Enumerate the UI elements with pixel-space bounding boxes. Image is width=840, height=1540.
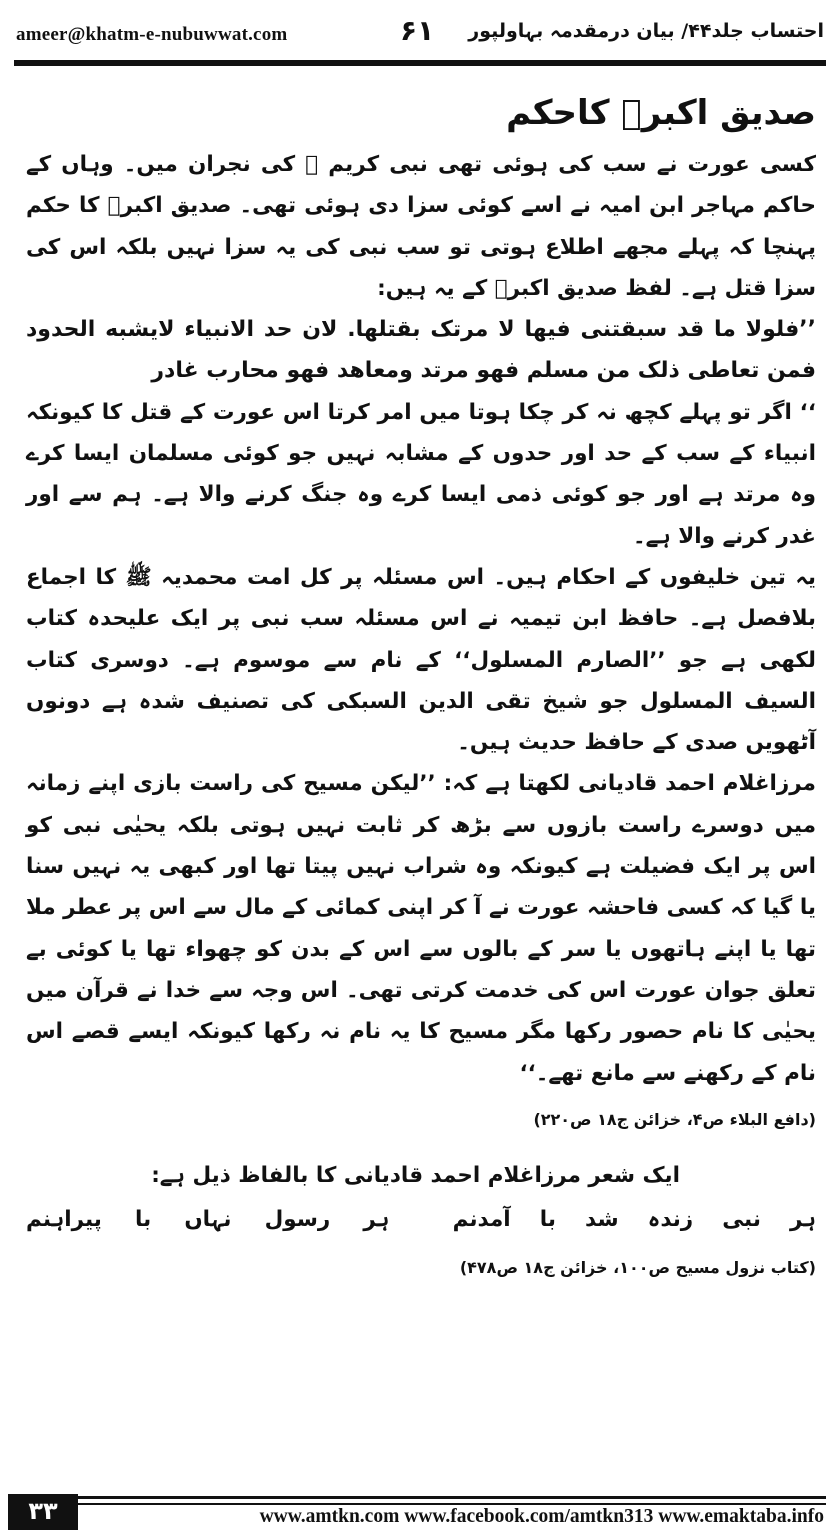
poem-intro: ایک شعر مرزاغلام احمد قادیانی کا بالفاظ ذیل ہے: <box>151 1162 680 1188</box>
paragraph-translation: ‘‘ اگر تو پہلے کچھ نہ کر چکا ہوتا میں امر کرتا اس عورت کے قتل کا کیونکہ انبیاء کے سب کے حد اور حدوں کے مشابہ نہیں جو کوئی مسلمان ایسا کرے وہ مرتد ہے اور جو کوئی ذمی ایسا کرے وہ جنگ کرنے والا ہے۔ ہم سے اور غدر کرنے والا ہے۔ <box>26 399 816 549</box>
poem-word: نبی <box>722 1206 761 1232</box>
poem-word: رسول <box>264 1206 331 1232</box>
footer-rule <box>78 1496 826 1499</box>
footer-rule-thin <box>78 1503 826 1505</box>
page-body <box>26 84 816 1288</box>
poem-word: ہر <box>790 1206 816 1232</box>
arabic-quotation: ’’فلولا ما قد سبقتنی فیھا لا مرتک بقتلھا. لان حد الانبیاء لایشبه الحدود فمن تعاطی ذلک من مسلم فھو مرتد ومعاھد فھو محارب غادر <box>26 317 816 384</box>
poem-word: پیراہنم <box>26 1206 102 1232</box>
poem-word: با <box>135 1206 152 1232</box>
poem-word: شد <box>585 1206 619 1232</box>
paragraph-2: یہ تین خلیفوں کے احکام ہیں۔ اس مسئلہ پر کل امت محمدیہ ﷺ کا اجماع بلافصل ہے۔ حافظ ابن تیمیہ نے اس مسئلہ سب نبی پر ایک علیحدہ کتاب لکھی ہے جو ’’الصارم المسلول‘‘ کے نام سے موسوم ہے۔ دوسری کتاب السیف المسلول جو شیخ تقی الدین السبکی کی تصنیف شدہ ہے دونوں آٹھویں صدی کے حافظ حدیث ہیں۔ <box>26 564 816 756</box>
footer-website-links: www.amtkn.com www.facebook.com/amtkn313 www.emaktaba.info <box>259 1506 824 1527</box>
poem-word: ہر <box>363 1206 390 1232</box>
poem-word: نہاں <box>184 1206 232 1232</box>
poem-second-hemistich <box>453 1198 816 1242</box>
page-footer <box>8 1494 826 1534</box>
section-heading: صدیق اکبرؓ کاحکم <box>506 93 816 133</box>
poem-word: آمدنم <box>452 1206 511 1232</box>
paragraph-3: مرزاغلام احمد قادیانی لکھتا ہے کہ: ’’لیکن مسیح کی راست بازی اپنے زمانہ میں دوسرے راست بازوں سے بڑھ کر ثابت نہیں ہوتی بلکہ یحیٰی نبی کو اس پر ایک فضیلت ہے کیونکہ وہ شراب نہیں پیتا تھا اور کبھی یہ نہیں سنا یا گیا کہ کسی فاحشہ عورت نے آ کر اپنی کمائی کے مال سے اس پر عطر ملا تھا یا اپنے ہاتھوں یا سر کے بالوں سے اس کے بدن کو چھواء تھا یا کوئی بے تعلق جوان عورت اس کی خدمت کرتی تھی۔ اس وجہ سے خدا نے قرآن میں یحیٰی کا نام حصور رکھا مگر مسیح کا یہ نام نہ رکھا کیونکہ ایسے قصے اس نام کے رکھنے سے مانع تھے۔‘‘ <box>26 771 816 1086</box>
poem-word: زندہ <box>647 1206 694 1232</box>
poem-first-hemistich <box>26 1198 389 1242</box>
footer-page-number: ۳۳ <box>8 1494 78 1530</box>
paragraph-1: کسی عورت نے سب کی ہوئی تھی نبی کریم ﷺ کی نجران میں۔ وہاں کے حاکم مہاجر ابن امیہ نے اسے کوئی سزا دی ہوئی تھی۔ صدیق اکبرؓ کا حکم پہنچا کہ پہلے مجھے اطلاع ہوتی تو سب نبی کی یہ سزا نہیں بلکہ اس کی سزا قتل ہے۔ لفظ صدیق اکبرؓ کے یہ ہیں: <box>26 152 816 301</box>
header-page-number: ۶۱ <box>400 14 435 47</box>
poem-verse <box>26 1198 816 1242</box>
header-book-title: احتساب جلد۴۴/ بیان درمقدمہ بہاولپور <box>468 20 824 42</box>
header-email: ameer@khatm-e-nubuwwat.com <box>16 24 288 45</box>
citation-2: (کتاب نزول مسیح ص۱۰۰، خزائن ج۱۸ ص۴۷۸) <box>459 1257 816 1277</box>
poem-word: با <box>539 1206 556 1232</box>
page-header <box>14 10 826 54</box>
citation-1: (دافع البلاء ص۴، خزائن ج۱۸ ص۲۲۰) <box>533 1109 816 1129</box>
header-rule <box>14 60 826 66</box>
